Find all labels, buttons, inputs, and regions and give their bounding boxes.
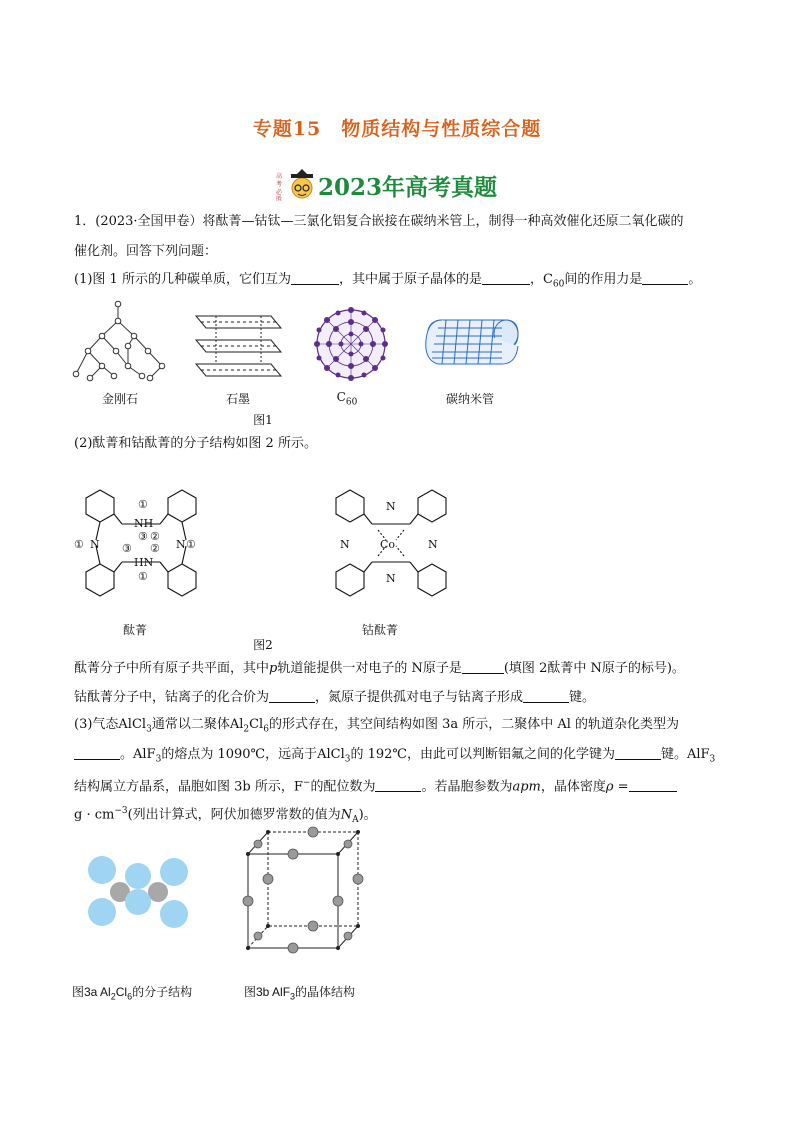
alf3-unit-cell-icon bbox=[248, 832, 358, 948]
svg-text:①: ① bbox=[138, 570, 148, 583]
carbon-nanotube-icon bbox=[426, 320, 518, 364]
part2-intro: (2)酞菁和钴酞菁的分子结构如图 2 所示。 bbox=[74, 436, 317, 451]
figure-3b-alf3-unit-cell bbox=[238, 826, 378, 956]
fig3a-caption: 图3a $Al_2Cl_6$的分子结构 bbox=[72, 985, 193, 1002]
fig2-caption: 图2 bbox=[253, 638, 273, 652]
svg-text:高: 高 bbox=[276, 173, 283, 180]
answer-blank[interactable] bbox=[615, 746, 661, 760]
diamond-structure-icon bbox=[73, 301, 165, 381]
svg-text:②: ② bbox=[150, 530, 160, 543]
part2-line-1: 酞菁分子中所有原子共平面，其中p轨道能提供一对电子的 N原子是 (填图 2酞菁中 N原子的标号)。 bbox=[74, 661, 685, 676]
part2-line-2: 钴酞菁分子中，钴离子的化合价为 ，氮原子提供孤对电子与钴离子形成 键。 bbox=[74, 690, 596, 705]
banner-title: 2023年高考真题 bbox=[318, 174, 498, 201]
svg-text:HN: HN bbox=[134, 556, 154, 569]
answer-blank[interactable] bbox=[462, 660, 504, 674]
fig2-label-phthalocyanine: 酞菁 bbox=[122, 623, 147, 637]
part3-line-3: 结构属立方晶系，晶胞如图 3b 所示，F−的配位数为 。若晶胞参数为apm，晶体密度ρ = bbox=[74, 773, 677, 797]
svg-text:①: ① bbox=[138, 498, 148, 511]
exam-banner bbox=[272, 167, 532, 201]
svg-text:N: N bbox=[428, 538, 438, 551]
answer-blank[interactable] bbox=[629, 778, 677, 792]
svg-text:N: N bbox=[386, 500, 396, 513]
svg-text:①: ① bbox=[186, 538, 196, 551]
fig1-label-graphite: 石墨 bbox=[225, 392, 250, 406]
question-intro-line-1: 1．(2023·全国甲卷）将酞菁—钴钛—三氯化铝复合嵌接在碳纳米管上，制得一种高效催化还原二氧化碳的 bbox=[74, 214, 684, 229]
answer-blank[interactable] bbox=[74, 746, 120, 760]
fig3b-caption: 图3b AlF$_3$的晶体结构 bbox=[244, 985, 356, 1002]
part3-line-1: (3)气态AlCl$_3$通常以二聚体$Al_2Cl_6$的形式存在，其空间结构如图 3a 所示，二聚体中 Al 的轨道杂化类型为 bbox=[74, 717, 680, 735]
al2cl6-molecule-icon bbox=[88, 856, 188, 928]
answer-blank[interactable] bbox=[482, 271, 530, 285]
svg-text:③: ③ bbox=[138, 530, 148, 543]
answer-blank[interactable] bbox=[642, 271, 688, 285]
svg-text:N: N bbox=[386, 572, 396, 585]
part1-question: (1)图 1 所示的几种碳单质，它们互为 ，其中属于原子晶体的是 ，$C_{60}$间的作用力是 。 bbox=[74, 272, 702, 290]
svg-text:胜: 胜 bbox=[276, 196, 283, 201]
answer-blank[interactable] bbox=[523, 689, 569, 703]
svg-text:N: N bbox=[176, 538, 186, 551]
fig1-label-nanotube: 碳纳米管 bbox=[445, 392, 494, 406]
svg-text:考: 考 bbox=[276, 181, 283, 188]
answer-blank[interactable] bbox=[291, 271, 339, 285]
graphite-structure-icon bbox=[196, 316, 281, 376]
figure-1-carbon-allotropes bbox=[66, 296, 536, 391]
svg-text:必: 必 bbox=[276, 189, 283, 196]
svg-text:N: N bbox=[90, 538, 100, 551]
fig1-label-diamond: 金刚石 bbox=[101, 392, 138, 406]
fig1-caption: 图1 bbox=[253, 413, 273, 427]
question-intro-line-2: 催化剂。回答下列问题： bbox=[74, 244, 218, 259]
part3-line-4: $g \cdot cm^{-3}$(列出计算式，阿伏加德罗常数的值为$N_A$)。 bbox=[74, 806, 377, 825]
svg-text:N: N bbox=[340, 538, 350, 551]
answer-blank[interactable] bbox=[269, 689, 315, 703]
page-title: 专题15 物质结构与性质综合题 bbox=[252, 118, 542, 140]
svg-text:②: ② bbox=[150, 542, 160, 555]
svg-text:①: ① bbox=[74, 538, 84, 551]
svg-text:NH: NH bbox=[134, 517, 154, 530]
answer-blank[interactable] bbox=[375, 778, 421, 792]
mascot-logo-icon bbox=[272, 167, 318, 201]
svg-text:③: ③ bbox=[122, 542, 132, 555]
fig2-label-cobalt-phthalocyanine: 钴酞菁 bbox=[361, 623, 398, 637]
fig1-label-c60: $C_{60}$ bbox=[336, 390, 358, 408]
svg-text:Co: Co bbox=[380, 538, 396, 551]
figure-3a-al2cl6-model bbox=[80, 852, 200, 932]
part3-line-2: 。AlF$_3$的熔点为 1090℃，远高于AlCl$_3$的 192℃，由此可以判断铝氟之间的化学键为 键。AlF$_3$ bbox=[74, 745, 715, 770]
c60-fullerene-icon bbox=[314, 307, 388, 381]
figure-2-phthalocyanine bbox=[66, 480, 466, 615]
